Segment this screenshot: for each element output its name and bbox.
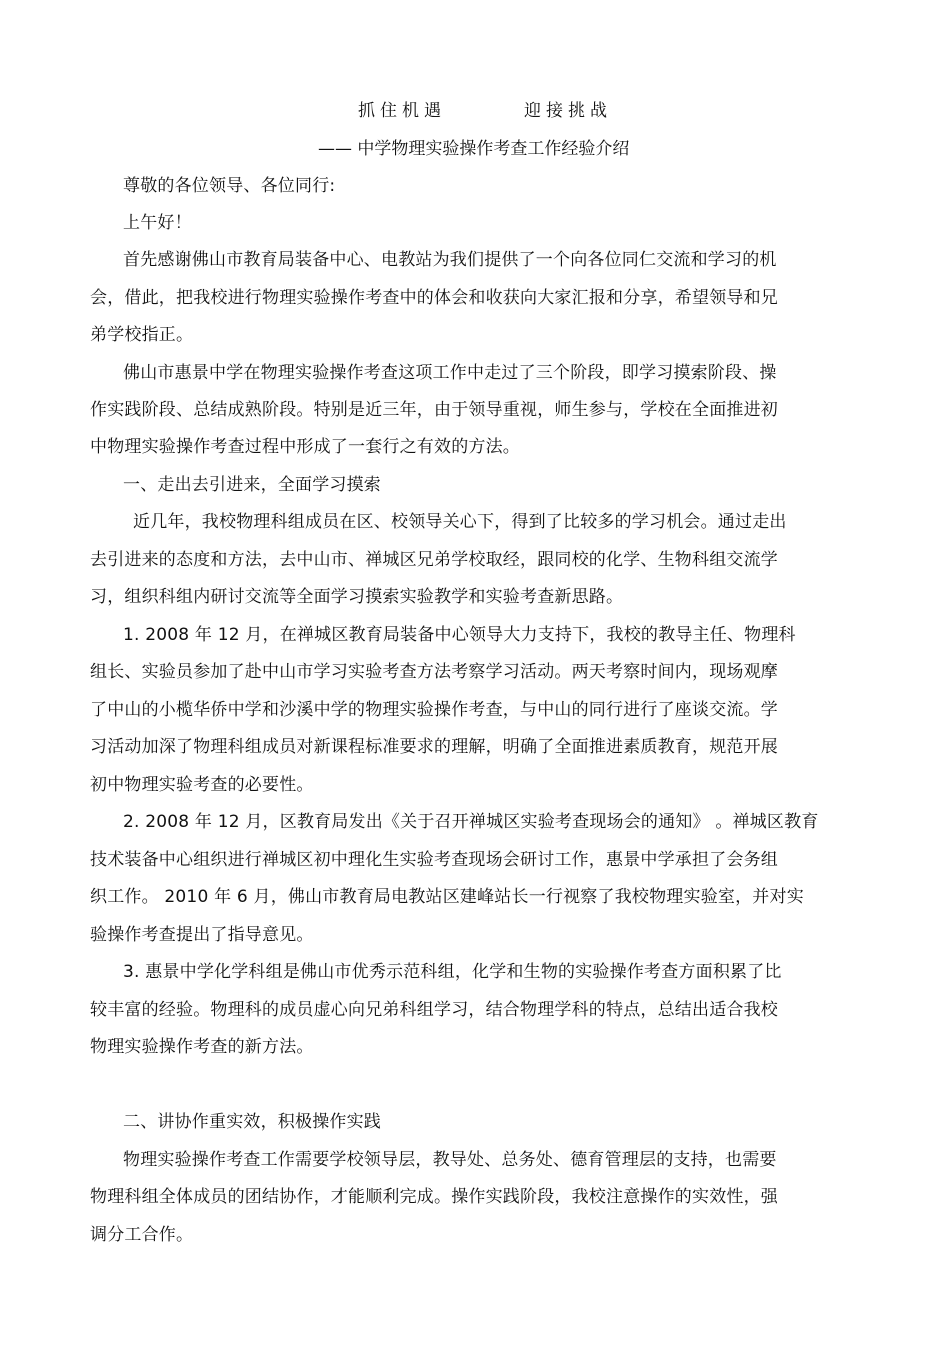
paragraph-line: 物理实验操作考查的新方法。 — [90, 1037, 314, 1057]
paragraph-line: 习，组织科组内研讨交流等全面学习摸索实验教学和实验考查新思路。 — [90, 587, 624, 607]
paragraph-line: 近几年，我校物理科组成员在区、校领导关心下，得到了比较多的学习机会。通过走出 — [133, 512, 787, 532]
paragraph-line: 织工作。 2010 年 6 月，佛山市教育局电教站区建峰站长一行视察了我校物理实验室，并对实 — [90, 887, 804, 907]
paragraph-line: 会，借此，把我校进行物理实验操作考查中的体会和收获向大家汇报和分享，希望领导和兄 — [90, 288, 778, 308]
greeting: 上午好！ — [123, 213, 192, 233]
paragraph-line: 3. 惠景中学化学科组是佛山市优秀示范科组，化学和生物的实验操作考查方面积累了比 — [123, 962, 782, 982]
section-heading-1: 一、走出去引进来，全面学习摸索 — [123, 475, 381, 495]
paragraph-line: 验操作考查提出了指导意见。 — [90, 925, 314, 945]
paragraph-line: 作实践阶段、总结成熟阶段。特别是近三年，由于领导重视，师生参与，学校在全面推进初 — [90, 400, 778, 420]
paragraph-line: 调分工合作。 — [90, 1225, 194, 1245]
paragraph-line: 中物理实验操作考查过程中形成了一套行之有效的方法。 — [90, 437, 520, 457]
salutation: 尊敬的各位领导、各位同行: — [123, 176, 336, 196]
paragraph-line: 组长、实验员参加了赴中山市学习实验考查方法考察学习活动。两天考察时间内，现场观摩 — [90, 662, 778, 682]
paragraph-line: 物理实验操作考查工作需要学校领导层，教导处、总务处、德育管理层的支持，也需要 — [123, 1150, 777, 1170]
paragraph-line: 1. 2008 年 12 月，在禅城区教育局装备中心领导大力支持下，我校的教导主任、物理科 — [123, 625, 796, 645]
title-part-1: 抓住机遇 — [358, 101, 446, 121]
paragraph-line: 技术装备中心组织进行禅城区初中理化生实验考查现场会研讨工作，惠景中学承担了会务组 — [90, 850, 778, 870]
paragraph-line: 弟学校指正。 — [90, 325, 194, 345]
paragraph-line: 物理科组全体成员的团结协作，才能顺利完成。操作实践阶段，我校注意操作的实效性，强 — [90, 1187, 778, 1207]
paragraph-line: 较丰富的经验。物理科的成员虚心向兄弟科组学习，结合物理学科的特点，总结出适合我校 — [90, 1000, 778, 1020]
paragraph-line: 了中山的小榄华侨中学和沙溪中学的物理实验操作考查，与中山的同行进行了座谈交流。学 — [90, 700, 778, 720]
paragraph-line: 佛山市惠景中学在物理实验操作考查这项工作中走过了三个阶段，即学习摸索阶段、操 — [123, 363, 777, 383]
subtitle: —— 中学物理实验操作考查工作经验介绍 — [318, 139, 630, 159]
paragraph-line: 首先感谢佛山市教育局装备中心、电教站为我们提供了一个向各位同仁交流和学习的机 — [123, 250, 777, 270]
paragraph-line: 去引进来的态度和方法，去中山市、禅城区兄弟学校取经，跟同校的化学、生物科组交流学 — [90, 550, 778, 570]
paragraph-line: 2. 2008 年 12 月，区教育局发出《关于召开禅城区实验考查现场会的通知》 。禅城区教育 — [123, 812, 819, 832]
paragraph-line: 初中物理实验考查的必要性。 — [90, 775, 314, 795]
section-heading-2: 二、讲协作重实效，积极操作实践 — [123, 1112, 381, 1132]
paragraph-line: 习活动加深了物理科组成员对新课程标准要求的理解，明确了全面推进素质教育，规范开展 — [90, 737, 778, 757]
title-part-2: 迎接挑战 — [524, 101, 612, 121]
